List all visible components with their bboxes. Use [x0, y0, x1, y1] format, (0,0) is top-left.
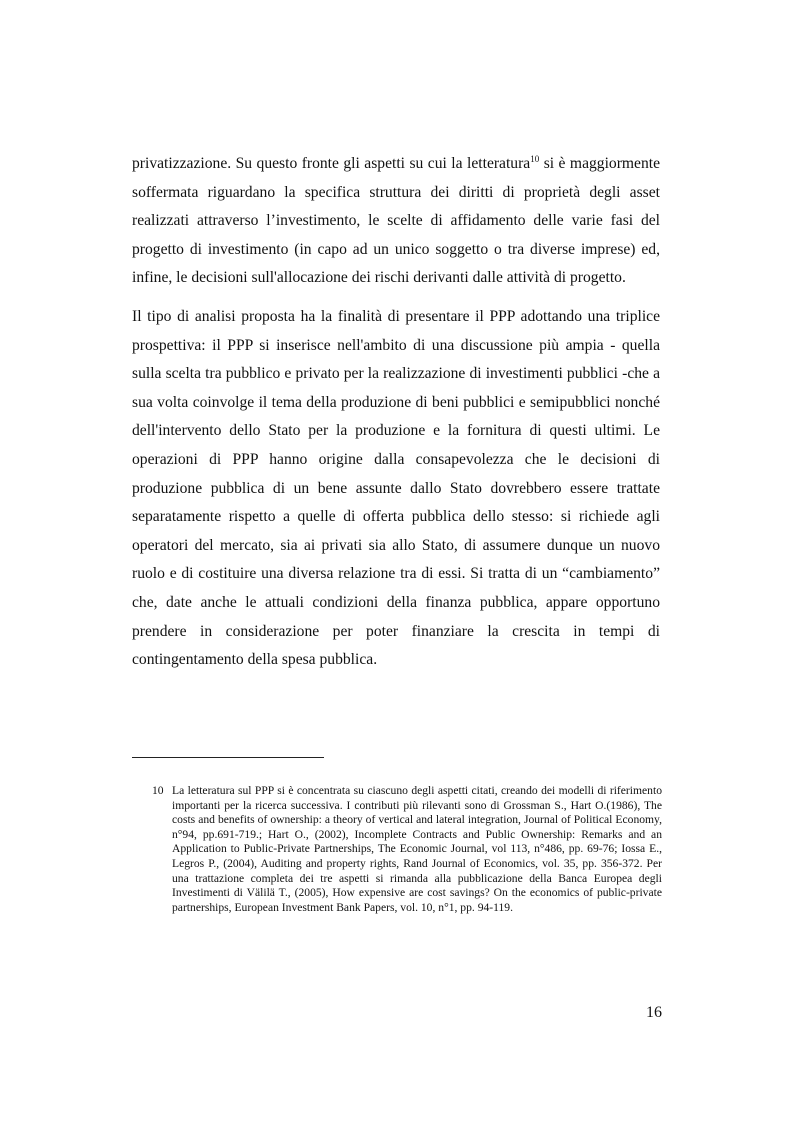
paragraph-1-start: privatizzazione. Su questo fronte gli aspetti su cui la letteratura	[132, 155, 531, 172]
footnote	[152, 784, 662, 915]
footnote-separator	[132, 757, 324, 758]
footnote-reference[interactable]: 10	[530, 153, 540, 164]
body-text	[132, 150, 660, 675]
paragraph-2: Il tipo di analisi proposta ha la finalità di presentare il PPP adottando una triplice prospettiva: il PPP si inserisce nell'ambito di una discussione più ampia - quella sulla scelta tra pubblico e privato per la realizzazione di investimenti pubblici -che a sua volta coinvolge il tema della produzione di beni pubblici e semipubblici nonché dell'intervento dello Stato per la produzione e la fornitura di questi ultimi. Le operazioni di PPP hanno origine dalla consapevolezza che le decisioni di produzione pubblica di un bene assunte dallo Stato dovrebbero essere trattate separatamente rispetto a quelle di offerta pubblica dello stesso: si richiede agli operatori del mercato, sia ai privati sia allo Stato, di assumere dunque un nuovo ruolo e di costituire una diversa relazione tra di essi. Si tratta di un “cambiamento” che, date anche le attuali condizioni della finanza pubblica, appare opportuno prendere in considerazione per poter finanziare la crescita in tempi di contingentamento della spesa pubblica.	[132, 307, 660, 669]
page-number: 16	[646, 1004, 662, 1021]
paragraph-1-rest: si è maggiormente soffermata riguardano la specifica struttura dei diritti di proprietà degli asset realizzati attraverso l’investimento, le scelte di affidamento delle varie fasi del progetto di investimento (in capo ad un unico soggetto o tra diverse imprese) ed, infine, le decisioni sull'allocazione dei rischi derivanti dalle attività di progetto.	[132, 155, 661, 287]
footnote-text: La letteratura sul PPP si è concentrata su ciascuno degli aspetti citati, creando dei modelli di riferimento importanti per la ricerca successiva. I contributi più rilevanti sono di Grossman S., Hart O.(1986), The costs and benefits of ownership: a theory of vertical and lateral integration, Journal of Political Economy, n°94, pp.691-719.; Hart O., (2002), Incomplete Contracts and Public Ownership: Remarks and an Application to Public-Private Partnerships, The Economic Journal, vol 113, n°486, pp. 69-76; Iossa E., Legros P., (2004), Auditing and property rights, Rand Journal of Economics, vol. 35, pp. 356-372. Per una trattazione completa dei tre aspetti si rimanda alla pubblicazione della Banca Europea degli Investimenti di Välilä T., (2005), How expensive are cost savings? On the economics of public-private partnerships, European Investment Bank Papers, vol. 10, n°1, pp. 94-119.	[172, 784, 662, 914]
paragraph-1	[132, 150, 660, 293]
footnote-number: 10	[152, 784, 164, 797]
